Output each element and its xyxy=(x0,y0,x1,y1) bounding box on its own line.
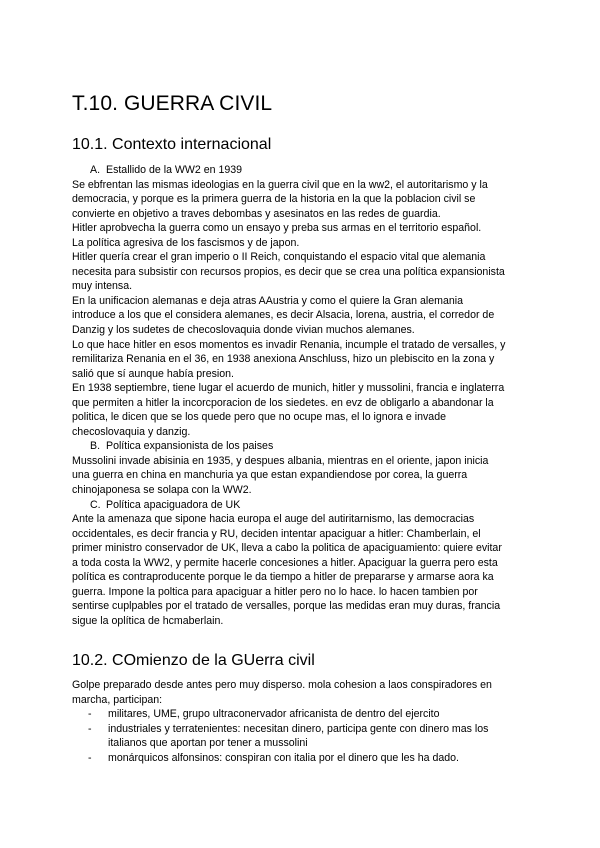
paragraph-line: Se ebfrentan las mismas ideologias en la guerra civil que en la ww2, el autoritarismo y la xyxy=(72,178,488,191)
section-body-comienzo xyxy=(72,678,534,707)
subheading-line xyxy=(72,439,534,454)
list-item-text: industriales y terratenientes: necesitan dinero, participa gente con dinero mas los xyxy=(108,722,489,735)
paragraph-line: política es contraproducente porque le da tiempo a hitler de prepararse y armarse aora ka xyxy=(72,571,494,584)
paragraph-line: Hitler quería crear el gran imperio o II Reich, conquistando el espacio vital que alemania xyxy=(72,251,486,264)
paragraph-line: En la unificacion alemanas e deja atras AAustria y como el quiere la Gran alemania xyxy=(72,294,464,307)
subheading-text: Estallido de la WW2 en 1939 xyxy=(106,164,243,176)
paragraph-line: remilitariza Renania en el 36, en 1938 anexiona Anschluss, hizo un plebiscito en la zona y xyxy=(72,353,495,366)
paragraph-line: Ante la amenaza que sipone hacia europa el auge del autiritarnismo, las democracias xyxy=(72,513,475,526)
list-item-text: monárquicos alfonsinos: conspiran con italia por el dinero que les ha dado. xyxy=(108,751,459,764)
paragraph-line: En 1938 septiembre, tiene lugar el acuerdo de munich, hitler y mussolini, francia e inglaterra xyxy=(72,382,505,395)
paragraph-line: a toda costa la WW2, y permite hacerle concesiones a hitler. Apaciguar la guerra pero esta xyxy=(72,556,498,569)
subheading-text: Política apaciguadora de UK xyxy=(106,498,241,511)
section-heading-contexto: 10.1. Contexto internacional xyxy=(72,136,272,153)
paragraph-line: politica, le dicen que se los quede pero que no ocupe mas, el lo ignora e invade xyxy=(72,411,446,424)
subheading-line xyxy=(72,163,534,178)
subheading-marker: B. xyxy=(90,440,101,453)
paragraph-line: convierte en objetivo a traves debombas y asesinatos en las redes de guardia. xyxy=(72,207,441,220)
paragraph-line: que permiten a hitler la incorcporacion de los siedetes. en evz de obligarlo a abandonar la xyxy=(72,396,494,409)
paragraph-line: Hitler aprobvecha la guerra como un ensayo y preba sus armas en el territorio español. xyxy=(72,222,482,235)
paragraph-line: Mussolini invade abisinia en 1935, y despues albania, mientras en el oriente, japon inicia xyxy=(72,454,489,467)
list-item-text: italianos que aportan por tener a mussolini xyxy=(108,737,308,750)
paragraph-line: necesita para subsistir con recursos propios, es decir que se crea una política expansionista xyxy=(72,265,505,278)
paragraph-line: sentirse cuplpables por el tratado de versalles, porque las medidas eran muy duras, francia xyxy=(72,600,501,613)
paragraph-line: Lo que hace hitler en esos momentos es invadir Renania, incumple el tratado de versalles, y xyxy=(72,338,506,351)
subheading-line xyxy=(72,498,534,513)
list-item-text: militares, UME, grupo ultraconervador africanista de dentro del ejercito xyxy=(108,708,440,720)
paragraph-line: sigue la oplítica de hcmaberlain. xyxy=(72,614,224,627)
paragraph-line: salió que sí aunque había presion. xyxy=(72,367,234,380)
bullet-dash: - xyxy=(88,708,92,720)
subheading-marker: C. xyxy=(90,498,101,511)
paragraph-line: introduce a los que el considera alemanes, es decir Alsacia, lorena, austria, el corredor de xyxy=(72,309,495,322)
paragraph-line: chinojaponesa se solapa con la WW2. xyxy=(72,484,252,497)
paragraph-line: guerra. Impone la poltica para apaciguar a hitler pero no lo hace. lo hacen tambien por xyxy=(72,585,478,598)
bullet-dash: - xyxy=(88,722,92,735)
paragraph-line: muy intensa. xyxy=(72,280,133,293)
subheading-marker: A. xyxy=(90,164,101,176)
bullet-dash: - xyxy=(88,751,92,764)
section-heading-comienzo: 10.2. COmienzo de la GUerra civil xyxy=(72,652,315,669)
list-item xyxy=(72,736,542,751)
paragraph-line: una guerra en china en manchuria ya que estan expandiendose por corea, la guerra xyxy=(72,469,468,482)
participants-list xyxy=(72,707,542,765)
list-item xyxy=(72,707,542,722)
paragraph-line: primer ministro conservador de UK, lleva a cabo la politica de apaciguamiento: quiere evitar xyxy=(72,542,502,555)
paragraph-line: occidentales, es decir francia y RU, deciden intentar apaciguar a hitler: Chamberlain, el xyxy=(72,527,481,540)
paragraph-line: Golpe preparado desde antes pero muy disperso. mola cohesion a laos conspiradores en xyxy=(72,679,492,691)
paragraph-line: checoslovaquia y danzig. xyxy=(72,425,191,438)
document-title: T.10. GUERRA CIVIL xyxy=(72,92,273,115)
paragraph-line: La política agresiva de los fascismos y de japon. xyxy=(72,236,300,249)
list-item xyxy=(72,722,542,737)
section-body-contexto xyxy=(72,163,534,629)
subheading-text: Política expansionista de los paises xyxy=(106,440,274,453)
paragraph-line: marcha, participan: xyxy=(72,693,163,706)
list-item xyxy=(72,751,542,766)
paragraph-line: democracia, y porque es la primera guerra de la historia en la que la poblacion civil se xyxy=(72,193,476,206)
paragraph-line: Danzig y los sudetes de checoslovaquia donde vivian muchos alemanes. xyxy=(72,324,415,337)
